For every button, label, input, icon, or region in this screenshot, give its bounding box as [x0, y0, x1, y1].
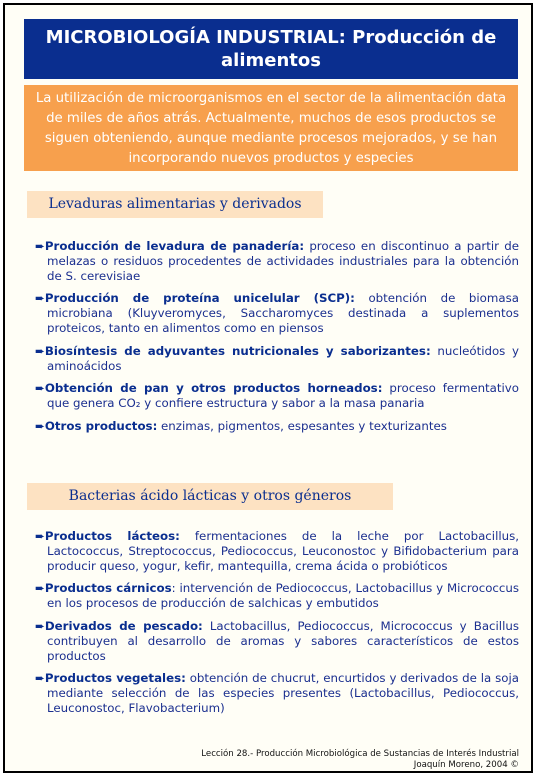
footer-lesson: Lección 28.- Producción Microbiológica de Sustancias de Interés Industrial [201, 749, 519, 759]
item-lead: Derivados de pescado: [44, 618, 203, 633]
item-lead: Obtención de pan y otros productos horneados: [44, 381, 383, 396]
item-lead: Producción de proteína unicelular (SCP): [44, 291, 355, 306]
list-item [35, 291, 519, 335]
footer [201, 749, 519, 771]
arrow-right-icon: ➨ [35, 418, 45, 433]
list-item [35, 344, 519, 374]
item-desc: proceso fermentativo que genera CO₂ y confiere estructura y sabor a la masa panaria [47, 381, 520, 411]
item-lead: Otros productos: [44, 418, 158, 433]
arrow-right-icon: ➨ [35, 581, 45, 596]
item-desc: fermentaciones de la leche por Lactobacillus, Lactococcus, Streptococcus, Pediococcus, Leuconostoc y Bifidobacterium para producir queso, yogur, kefir, mantequilla, crema ácida o probióticos [47, 529, 519, 573]
list-item [35, 381, 519, 411]
footer-author: Joaquín Moreno, 2004 © [413, 760, 519, 770]
section-header-bacterias: Bacterias ácido lácticas y otros géneros [27, 483, 393, 510]
list-item [35, 671, 519, 715]
item-desc: obtención de biomasa microbiana (Kluyveromyces, Saccharomyces destinada a suplementos proteicos, tanto en alimentos como en piensos [47, 291, 519, 335]
list-item [35, 419, 519, 434]
slide-page [3, 3, 533, 773]
item-desc: nucleótidos y aminoácidos [47, 343, 519, 373]
arrow-right-icon: ➨ [35, 343, 45, 358]
item-desc: enzimas, pigmentos, espesantes y texturizantes [161, 418, 447, 433]
item-lead: Productos lácteos: [44, 529, 180, 543]
page-title: MICROBIOLOGÍA INDUSTRIAL: Producción de alimentos [24, 19, 518, 79]
list-item [35, 239, 519, 283]
arrow-right-icon: ➨ [35, 529, 45, 543]
arrow-right-icon: ➨ [35, 239, 45, 253]
list-item [35, 581, 519, 611]
item-desc: Lactobacillus, Pediococcus, Micrococcus y Bacillus contribuyen al desarrollo de aromas y sabores característicos de estos productos [47, 618, 519, 663]
item-desc: : intervención de Pediococcus, Lactobacillus y Micrococcus en los procesos de producción de salchicas y embutidos [47, 581, 520, 611]
arrow-right-icon: ➨ [35, 671, 45, 686]
list-item [35, 619, 519, 663]
arrow-right-icon: ➨ [35, 291, 45, 306]
arrow-right-icon: ➨ [35, 381, 45, 396]
list-bacterias [35, 529, 519, 724]
item-lead: Productos vegetales: [44, 671, 186, 686]
item-lead: Biosíntesis de adyuvantes nutricionales y saborizantes: [44, 343, 431, 358]
section-header-levaduras: Levaduras alimentarias y derivados [27, 191, 323, 218]
item-lead: Producción de levadura de panadería: [44, 239, 305, 253]
arrow-right-icon: ➨ [35, 618, 45, 633]
intro-box: La utilización de microorganismos en el sector de la alimentación data de miles de años atrás. Actualmente, muchos de esos productos se siguen obteniendo, aunque mediante procesos mejorados, y se han incorporando nuevos productos y especies [24, 85, 518, 171]
item-desc: proceso en discontinuo a partir de melazas o residuos procedentes de actividades industriales para la obtención de S. cerevisiae [47, 239, 519, 283]
list-levaduras [35, 239, 519, 442]
item-desc: obtención de chucrut, encurtidos y derivados de la soja mediante selección de las especies presentes (Lactobacillus, Pediococcus, Leuconostoc, Flavobacterium) [47, 671, 520, 715]
list-item [35, 529, 519, 573]
item-lead: Productos cárnicos [44, 581, 172, 596]
